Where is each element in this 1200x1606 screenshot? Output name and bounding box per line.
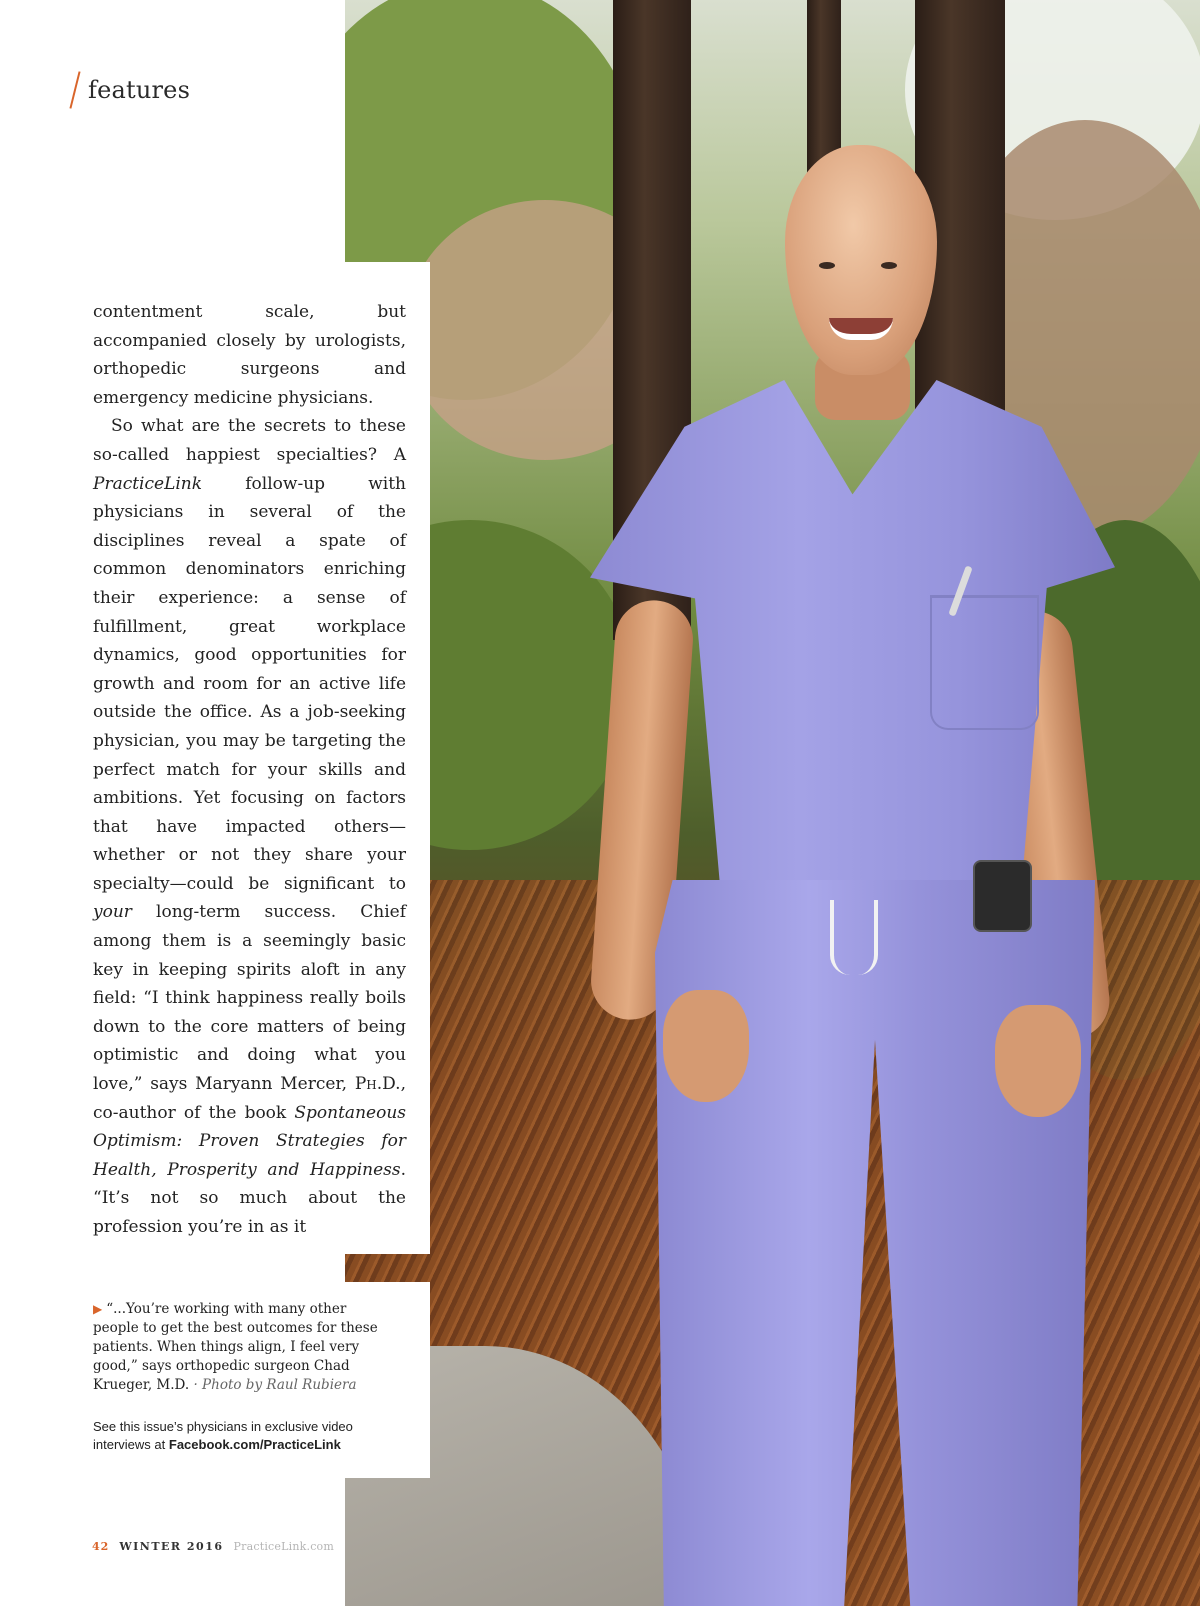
magazine-name: PracticeLink xyxy=(93,473,203,494)
triangle-arrow-icon: ▶ xyxy=(93,1302,103,1316)
issue-label: WINTER 2016 xyxy=(119,1539,224,1553)
article-panel xyxy=(65,262,430,1254)
section-tag xyxy=(74,70,190,110)
article-paragraph: contentment scale, but accompanied closely by urologists, orthopedic surgeons and emergency medicine physicians. xyxy=(93,302,406,408)
article-body xyxy=(93,298,406,1242)
section-label: features xyxy=(88,76,191,104)
physician-figure xyxy=(345,0,1200,1606)
caption-panel xyxy=(65,1282,430,1478)
facebook-link[interactable]: Facebook.com/PracticeLink xyxy=(168,1437,341,1452)
caption-degree: M.D. xyxy=(156,1377,190,1393)
degree: Ph.D. xyxy=(354,1074,401,1095)
promo-text: See this issue’s physicians in exclusive video interviews at xyxy=(93,1419,353,1452)
text-run: long-term success. Chief among them is a seemingly basic key in keeping spirits aloft in any field: “I think happiness really boils down to the core matters of being optimistic and doing what you love,” says Maryann Mercer, xyxy=(93,902,406,1095)
text-run: follow-up with physicians in several of the disciplines reveal a spate of common denominators enriching their experience: a sense of fulfillment, great workplace dynamics, good opportunities for growth and room for an active life outside the office. As a job-seeking physician, you may be targeting the perfect match for your skills and ambitions. Yet focusing on factors that have impacted others—whether or not they share your specialty—could be significant to xyxy=(93,473,406,894)
slash-divider-icon xyxy=(69,71,80,108)
page-folio xyxy=(92,1536,334,1556)
site-url: PracticeLink.com xyxy=(233,1539,335,1553)
text-run: So what are the secrets to these so-called happiest specialties? A xyxy=(93,416,406,465)
emphasis: your xyxy=(93,902,132,923)
photo-credit: · Photo by Raul Rubiera xyxy=(193,1377,357,1393)
feature-photo xyxy=(345,0,1200,1606)
video-promo xyxy=(93,1418,393,1454)
text-run: . “It’s not so much about the profession you’re in as it xyxy=(93,1159,406,1237)
page-number: 42 xyxy=(92,1539,110,1553)
book-title: Spontaneous Optimism: Proven Strategies for Health, Prosperity and Happiness xyxy=(93,1102,406,1180)
text-run: , co-author of the book xyxy=(93,1074,406,1123)
article-paragraph xyxy=(93,412,406,1241)
pager-icon xyxy=(973,860,1032,932)
photo-caption xyxy=(93,1300,393,1395)
caption-quote: “...You’re working with many other people to get the best outcomes for these patients. When things align, I feel very good,” says orthopedic surgeon Chad Krueger, xyxy=(93,1301,378,1393)
